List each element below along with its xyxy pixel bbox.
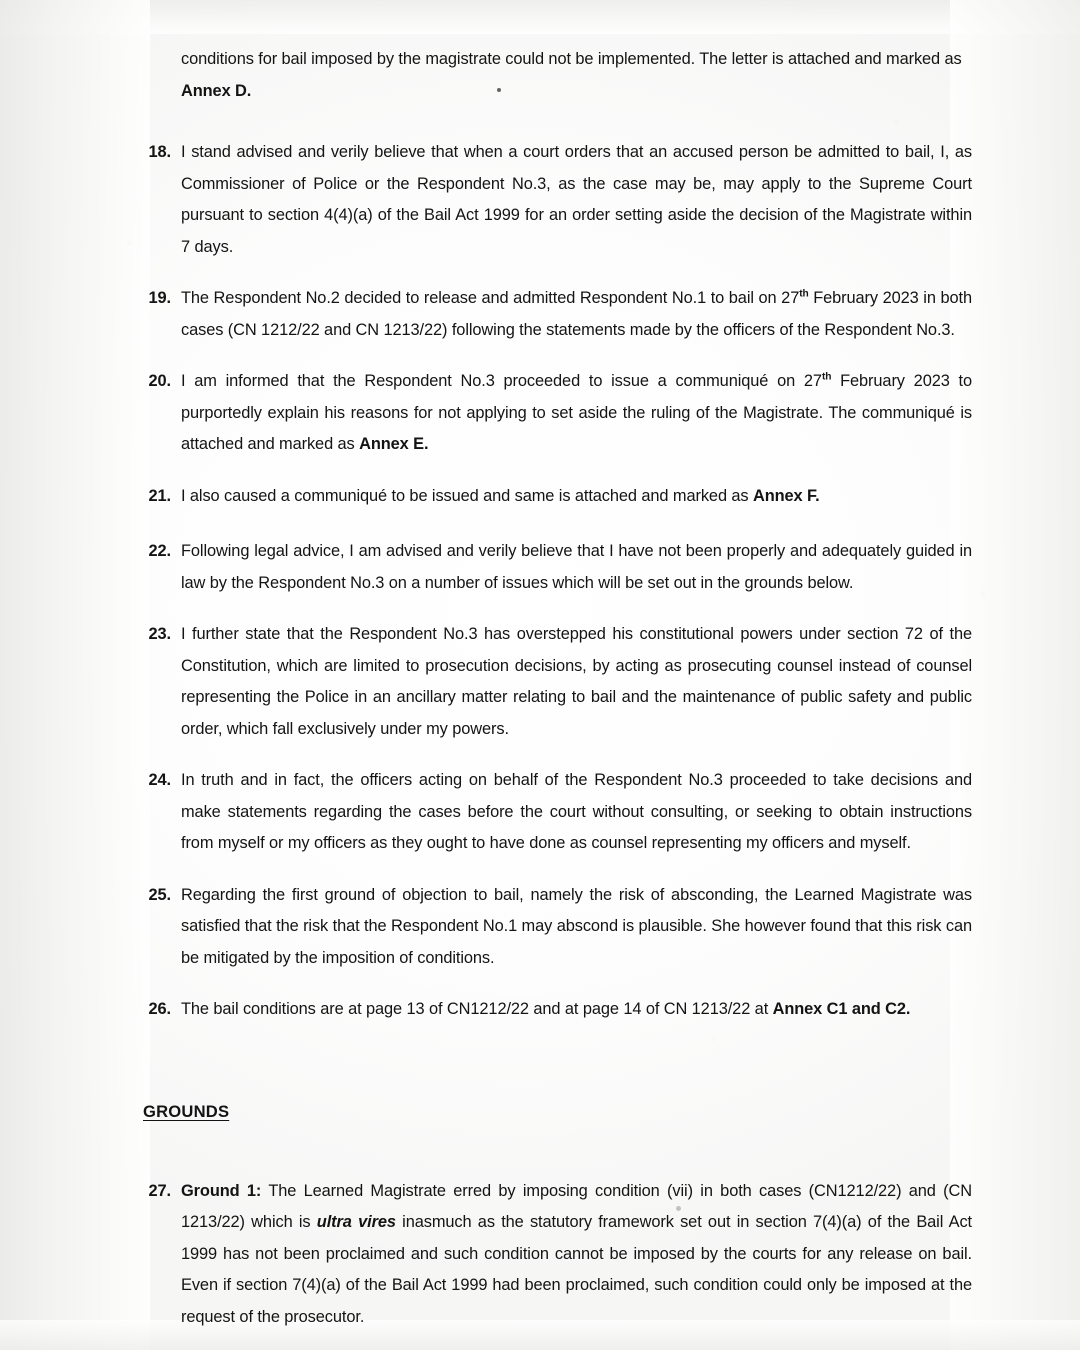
paragraph-text [181, 44, 972, 107]
paragraph-18-text: I stand advised and verily believe that when a court orders that an accused person be admitted to bail, I, as Commissioner of Police or the Respondent No.3, as the case may be, may apply to the Supreme Court pursuant to section 4(4)(a) of the Bail Act 1999 for an order setting aside the decision of the Magistrate within 7 days. [181, 143, 972, 256]
text-run: The Learned Magistrate erred by imposing condition (vii) in both cases (CN1212/22) and (CN 1213/22) which is [181, 1181, 972, 1231]
paragraph-23 [143, 619, 972, 745]
paragraph-27 [143, 1176, 972, 1334]
scan-artifact-speck [676, 1206, 681, 1211]
paragraph-20-text [181, 366, 972, 461]
paragraph-23-text: I further state that the Respondent No.3 has overstepped his constitutional powers under section 72 of the Constitution, which are limited to prosecution decisions, by acting as prosecuting counsel instead of counsel representing the Police in an ancillary matter relating to bail and the maintenance of public safety and public order, which fall exclusively under my powers. [181, 625, 972, 738]
paragraph-24-text: In truth and in fact, the officers acting on behalf of the Respondent No.3 proceeded to take decisions and make statements regarding the cases before the court without consulting, or seeking to obtain instructions from myself or my officers as they ought to have done as counsel representing my officers and myself. [181, 771, 972, 852]
ground-label: Ground 1: [181, 1181, 262, 1200]
latin-term-ultra-vires: ultra vires [316, 1213, 396, 1231]
list-marker-24: 24. [148, 771, 171, 789]
paragraph-25 [143, 880, 972, 975]
list-marker-25: 25. [148, 885, 171, 904]
paragraph-27-text [181, 1176, 972, 1334]
list-marker-19: 19. [148, 289, 171, 307]
paragraph-24 [143, 765, 972, 860]
paragraph-20 [143, 366, 972, 461]
text-run: inasmuch as the statutory framework set out in section 7(4)(a) of the Bail Act 1999 has not been proclaimed and such condition cannot be imposed by the courts for any release on bail. Even if section 7(4)(a) of the Bail Act 1999 had been proclaimed, such condition could only be imposed at the request of the prosecutor. [181, 1213, 973, 1326]
ordinal-suffix: th [821, 371, 832, 383]
list-marker-23: 23. [148, 625, 171, 643]
paragraph-25-text: Regarding the first ground of objection to bail, namely the risk of absconding, the Learned Magistrate was satisfied that the risk that the Respondent No.1 may abscond is plausible. She however found that this risk can be mitigated by the imposition of conditions. [181, 885, 972, 967]
text-run: February 2023 in both cases (CN 1212/22 and CN 1213/22) following the statements made by the officers of the Respondent No.3. [181, 289, 972, 339]
text-run: The Respondent No.2 decided to release and admitted Respondent No.1 to bail on 27 [181, 289, 800, 307]
paragraph-continuation [143, 44, 972, 107]
list-marker-21: 21. [148, 486, 171, 505]
paragraph-22-text: Following legal advice, I am advised and verily believe that I have not been properly and adequately guided in law by the Respondent No.3 on a number of issues which will be set out in the grounds below. [181, 542, 972, 592]
paragraph-22 [143, 536, 972, 599]
annex-reference: Annex E. [359, 435, 429, 453]
text-run: February 2023 to purportedly explain his reasons for not applying to set aside the ruling of the Magistrate. The communiqué is attached and marked as [181, 372, 972, 453]
paragraph-18 [143, 137, 972, 263]
text-run: I am informed that the Respondent No.3 proceeded to issue a communiqué on 27 [181, 372, 822, 390]
text-run: conditions for bail imposed by the magistrate could not be implemented. The letter is attached and marked as [181, 50, 962, 68]
section-heading-grounds: GROUNDS [143, 1101, 230, 1121]
annex-reference: Annex F. [752, 486, 820, 505]
list-marker-26: 26. [148, 1000, 171, 1018]
paragraph-19 [143, 283, 972, 346]
list-marker-22: 22. [148, 542, 171, 560]
paragraph-26 [143, 994, 972, 1026]
paragraph-19-text [181, 283, 972, 346]
annex-reference: Annex D. [181, 81, 252, 100]
ordinal-suffix: th [799, 288, 809, 300]
text-run: I also caused a communiqué to be issued and same is attached and marked as [181, 486, 753, 505]
paragraph-21 [143, 481, 972, 513]
scan-artifact-speck [497, 88, 501, 92]
text-run: The bail conditions are at page 13 of CN1212/22 and at page 14 of CN 1213/22 at [181, 1000, 773, 1018]
list-marker-18: 18. [148, 143, 171, 161]
list-marker-27: 27. [148, 1181, 171, 1200]
annex-reference: Annex C1 and C2. [772, 1000, 911, 1018]
paragraph-21-text [181, 481, 972, 513]
paragraph-26-text [181, 994, 972, 1026]
list-marker-20: 20. [148, 372, 171, 390]
